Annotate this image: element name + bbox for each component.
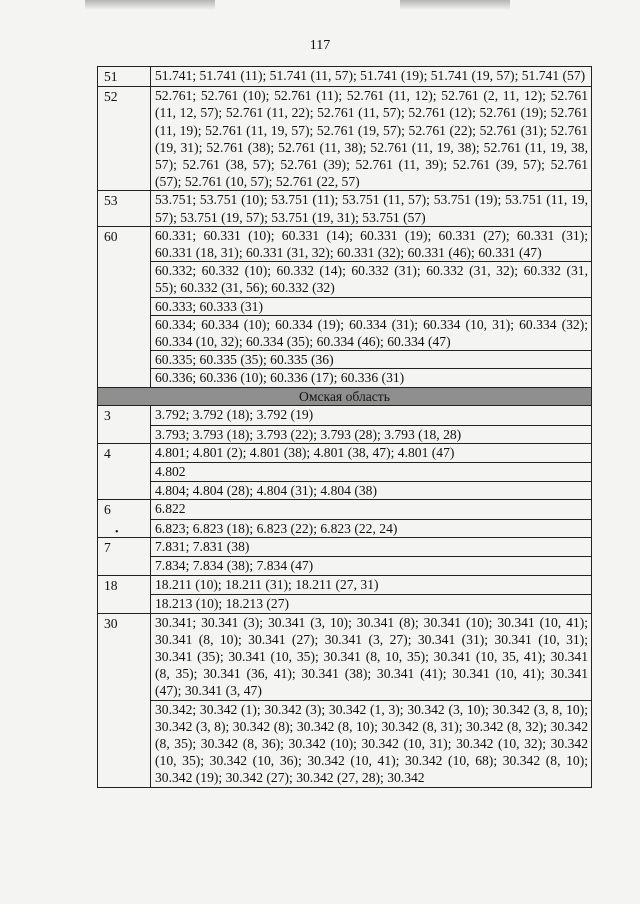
stray-dot-mark: •: [115, 527, 119, 538]
group-number-cell: 6: [98, 499, 151, 519]
codes-cell: 51.741; 51.741 (11); 51.741 (11, 57); 51.741 (19); 51.741 (19, 57); 51.741 (57): [151, 67, 592, 87]
codes-cell: 30.342; 30.342 (1); 30.342 (3); 30.342 (1, 3); 30.342 (3, 10); 30.342 (3, 8, 10); 30.342 (3, 8); 30.342 (8); 30.342 (8, 10); 30.342 (8, 31); 30.342 (8, 32); 30.342 (8, 35); 30.342 (8, 36); 30.342 (10); 30.342 (10, 31); 30.342 (10, 32); 30.342 (10, 35); 30.342 (10, 36); 30.342 (10, 41); 30.342 (10, 68); 30.342 (8, 10); 30.342 (19); 30.342 (27); 30.342 (27, 28); 30.342: [151, 700, 592, 787]
table-row: [98, 87, 592, 191]
table-row: [98, 481, 592, 499]
codes-cell: 18.211 (10); 18.211 (31); 18.211 (27, 31): [151, 575, 592, 595]
group-number-cell: [98, 351, 151, 369]
table-row: [98, 700, 592, 787]
table-row: [98, 369, 592, 387]
table-row: [98, 575, 592, 595]
codes-cell: 6.822: [151, 499, 592, 519]
codes-table-body: [98, 67, 592, 788]
codes-cell: 3.793; 3.793 (18); 3.793 (22); 3.793 (28); 3.793 (18, 28): [151, 425, 592, 443]
codes-cell: 53.751; 53.751 (10); 53.751 (11); 53.751 (11, 57); 53.751 (19); 53.751 (11, 19, 57); 53.751 (19, 57); 53.751 (19, 31); 53.751 (57): [151, 191, 592, 226]
group-number-cell: [98, 519, 151, 537]
group-number-cell: 60: [98, 226, 151, 261]
table-row: [98, 262, 592, 297]
group-number-cell: [98, 262, 151, 297]
group-number-cell: [98, 463, 151, 481]
codes-cell: 4.804; 4.804 (28); 4.804 (31); 4.804 (38): [151, 481, 592, 499]
codes-cell: 60.335; 60.335 (35); 60.335 (36): [151, 351, 592, 369]
group-number-cell: 30: [98, 613, 151, 700]
table-row: [98, 405, 592, 425]
group-number-cell: [98, 369, 151, 387]
table-row: [98, 595, 592, 613]
table-row: [98, 67, 592, 87]
codes-cell: 18.213 (10); 18.213 (27): [151, 595, 592, 613]
scan-artifact: [85, 0, 215, 10]
codes-cell: 60.333; 60.333 (31): [151, 297, 592, 315]
codes-cell: 60.332; 60.332 (10); 60.332 (14); 60.332 (31); 60.332 (31, 32); 60.332 (31, 55); 60.332 (31, 56); 60.332 (32): [151, 262, 592, 297]
group-number-cell: [98, 315, 151, 350]
codes-cell: 60.334; 60.334 (10); 60.334 (19); 60.334 (31); 60.334 (10, 31); 60.334 (32); 60.334 (10, 32); 60.334 (35); 60.334 (46); 60.334 (47): [151, 315, 592, 350]
group-number-cell: 7: [98, 537, 151, 557]
table-row: [98, 519, 592, 537]
group-number-cell: [98, 297, 151, 315]
group-number-cell: [98, 425, 151, 443]
group-number-cell: [98, 700, 151, 787]
group-number-cell: 3: [98, 405, 151, 425]
table-row: [98, 557, 592, 575]
codes-cell: 7.831; 7.831 (38): [151, 537, 592, 557]
table-row: [98, 226, 592, 261]
table-row: [98, 613, 592, 700]
group-number-cell: 51: [98, 67, 151, 87]
codes-cell: 4.801; 4.801 (2); 4.801 (38); 4.801 (38, 47); 4.801 (47): [151, 443, 592, 463]
table-row: [98, 537, 592, 557]
table-row: [98, 297, 592, 315]
table-row: [98, 351, 592, 369]
group-number-cell: [98, 481, 151, 499]
group-number-cell: 4: [98, 443, 151, 463]
codes-cell: 30.341; 30.341 (3); 30.341 (3, 10); 30.341 (8); 30.341 (10); 30.341 (10, 41); 30.341 (8, 10); 30.341 (27); 30.341 (3, 27); 30.341 (31); 30.341 (10, 31); 30.341 (35); 30.341 (10, 35); 30.341 (8, 10, 35); 30.341 (10, 35, 41); 30.341 (8, 35); 30.341 (36, 41); 30.341 (38); 30.341 (41); 30.341 (10, 41); 30.341 (47); 30.341 (3, 47): [151, 613, 592, 700]
region-title: Омская область: [299, 388, 390, 404]
group-number-cell: 52: [98, 87, 151, 191]
region-header-row: [98, 387, 592, 405]
table-row: [98, 443, 592, 463]
table-row: [98, 425, 592, 443]
group-number-cell: 18: [98, 575, 151, 595]
region-header-cell: [98, 387, 592, 405]
scan-artifact: [400, 0, 510, 10]
group-number-cell: [98, 595, 151, 613]
codes-cell: 60.331; 60.331 (10); 60.331 (14); 60.331 (19); 60.331 (27); 60.331 (31); 60.331 (18, 31); 60.331 (31, 32); 60.331 (32); 60.331 (46); 60.331 (47): [151, 226, 592, 261]
page-number: 117: [309, 38, 331, 53]
table-row: [98, 463, 592, 481]
group-number-cell: [98, 557, 151, 575]
table-row: [98, 499, 592, 519]
codes-cell: 60.336; 60.336 (10); 60.336 (17); 60.336 (31): [151, 369, 592, 387]
table-row: [98, 191, 592, 226]
codes-cell: 52.761; 52.761 (10); 52.761 (11); 52.761 (11, 12); 52.761 (2, 11, 12); 52.761 (11, 12, 57); 52.761 (11, 22); 52.761 (11, 57); 52.761 (12); 52.761 (19); 52.761 (11, 19); 52.761 (11, 19, 57); 52.761 (19, 57); 52.761 (22); 52.761 (31); 52.761 (19, 31); 52.761 (38); 52.761 (11, 38); 52.761 (11, 19, 38); 52.761 (11, 19, 38, 57); 52.761 (38, 57); 52.761 (39); 52.761 (11, 39); 52.761 (39, 57); 52.761 (57); 52.761 (10, 57); 52.761 (22, 57): [151, 87, 592, 191]
codes-cell: 3.792; 3.792 (18); 3.792 (19): [151, 405, 592, 425]
group-number-cell: 53: [98, 191, 151, 226]
codes-cell: 4.802: [151, 463, 592, 481]
codes-cell: 6.823; 6.823 (18); 6.823 (22); 6.823 (22, 24): [151, 519, 592, 537]
table-row: [98, 315, 592, 350]
codes-table: [97, 66, 592, 788]
codes-cell: 7.834; 7.834 (38); 7.834 (47): [151, 557, 592, 575]
